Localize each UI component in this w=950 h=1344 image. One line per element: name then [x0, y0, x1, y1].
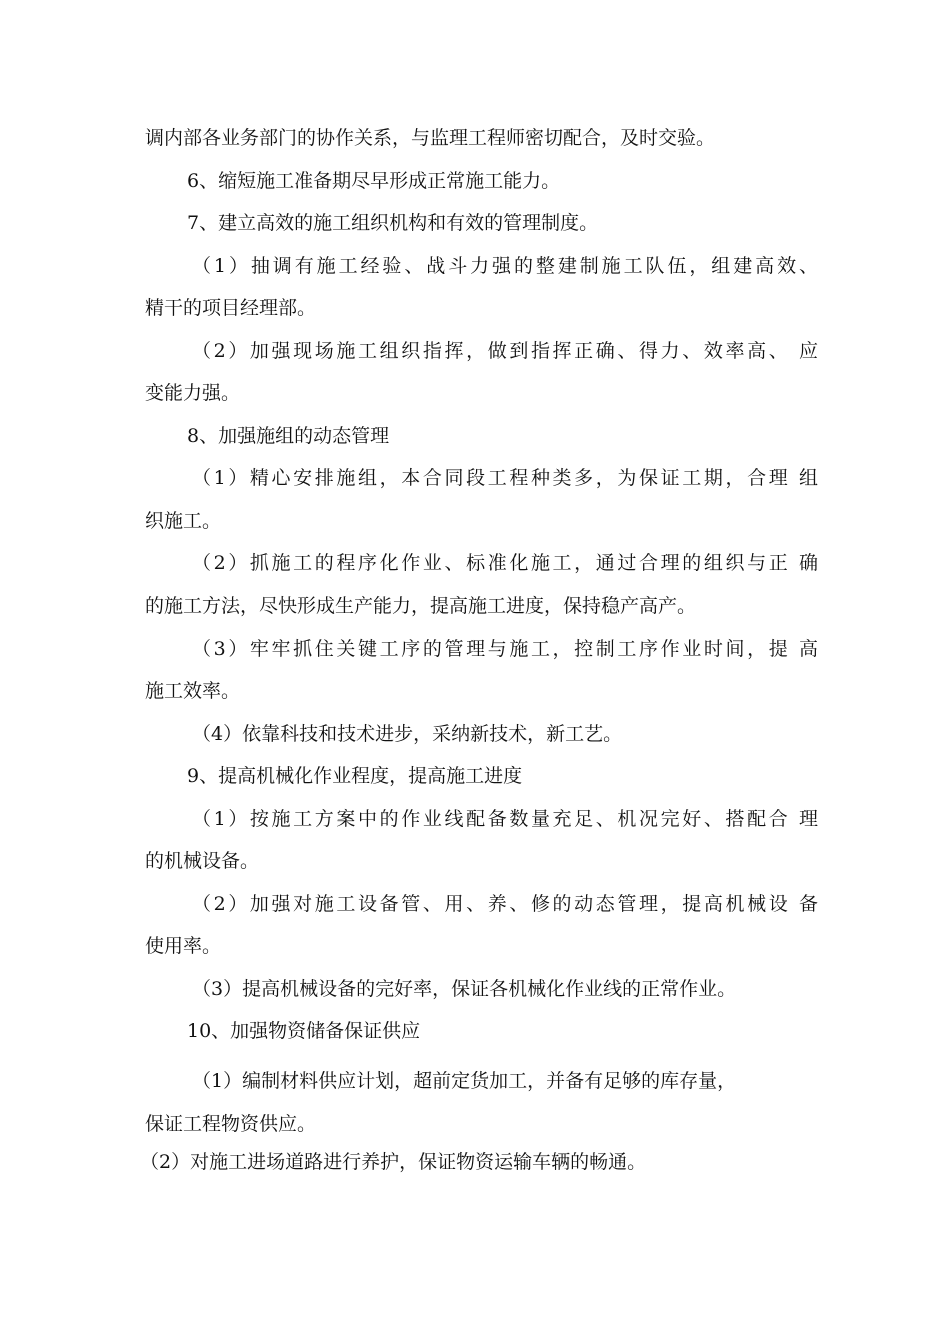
list-item-text-line: （3）牢牢抓住关键工序的管理与施工，控制工序作业时间，提 高: [192, 638, 818, 660]
list-item-text-line: （2）对施工进场道路进行养护，保证物资运输车辆的畅通。: [140, 1151, 647, 1173]
list-item-text-line: 的施工方法，尽快形成生产能力，提高施工进度，保持稳产高产。: [145, 595, 697, 617]
section-heading-10: 10、加强物资储备保证供应: [187, 1020, 421, 1042]
section-heading-9: 9、提高机械化作业程度，提高施工进度: [187, 765, 523, 787]
list-item-text-line: （1）抽调有施工经验、战斗力强的整建制施工队伍，组建高效、: [192, 255, 818, 277]
list-item-text-line: （1）精心安排施组，本合同段工程种类多，为保证工期，合理 组: [192, 467, 818, 489]
list-item-text-line: 施工效率。: [145, 680, 241, 702]
list-item-text-line: （1）编制材料供应计划，超前定货加工，并备有足够的库存量，: [192, 1070, 737, 1092]
list-item-text-line: （2）加强现场施工组织指挥，做到指挥正确、得力、效率高、 应: [192, 340, 818, 362]
list-item-text-line: 变能力强。: [145, 382, 241, 404]
body-text-line: 调内部各业务部门的协作关系，与监理工程师密切配合，及时交验。: [145, 127, 716, 149]
list-item-text-line: 保证工程物资供应。: [145, 1113, 317, 1135]
section-heading-8: 8、加强施组的动态管理: [187, 425, 390, 447]
list-item-text-line: （4）依靠科技和技术进步，采纳新技术，新工艺。: [192, 723, 623, 745]
list-item-text-line: （3）提高机械设备的完好率，保证各机械化作业线的正常作业。: [192, 978, 737, 1000]
list-item-text-line: （1）按施工方案中的作业线配备数量充足、机况完好、搭配合 理: [192, 808, 818, 830]
list-item-text-line: 使用率。: [145, 935, 222, 957]
list-item-text-line: 精干的项目经理部。: [145, 297, 317, 319]
list-item-text-line: 织施工。: [145, 510, 222, 532]
list-item-text-line: （2）抓施工的程序化作业、标准化施工，通过合理的组织与正 确: [192, 552, 818, 574]
list-item-text-line: 的机械设备。: [145, 850, 260, 872]
section-heading-6: 6、缩短施工准备期尽早形成正常施工能力。: [187, 170, 561, 192]
section-heading-7: 7、建立高效的施工组织机构和有效的管理制度。: [187, 212, 599, 234]
list-item-text-line: （2）加强对施工设备管、用、养、修的动态管理，提高机械设 备: [192, 893, 818, 915]
